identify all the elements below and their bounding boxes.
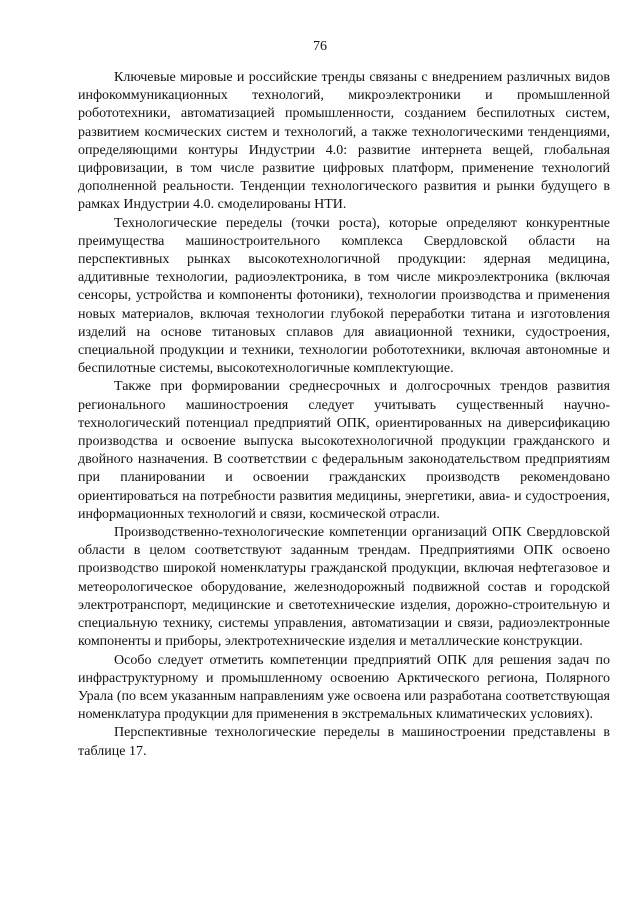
page-number: 76 <box>313 39 327 54</box>
paragraph-growth-points: Технологические переделы (точки роста), которые определяют конкурентные преимущества машиностроительного комплекса Свердловской области на перспективных рынках высокотехнологичной продукции: ядерная медицина, аддитивные технологии, радиоэлектроника, в том числе микроэлектроника (включая сенсоры, устройства и компоненты фотоники), технологии производства и применения новых материалов, включая технологии глубокой переработки титана и изготовления изделий на основе титановых сплавов для авиационной техники, судостроения, специальной продукции и техники, технологии робототехники, включая автономные и беспилотные системы, высокотехнологичные комплектующие. <box>78 215 610 377</box>
paragraph-defense-potential: Также при формировании среднесрочных и долгосрочных трендов развития регионального машиностроения следует учитывать существенный научно-технологический потенциал предприятий ОПК, ориентированных на диверсификацию производства и освоение выпуска высокотехнологичной продукции гражданского и двойного назначения. В соответствии с федеральным законодательством предприятиям при планировании и освоении гражданских производств рекомендовано ориентироваться на потребности развития медицины, энергетики, авиа- и судостроения, информационных технологий и связи, космической отрасли. <box>78 379 610 522</box>
paragraph-arctic: Особо следует отметить компетенции предприятий ОПК для решения задач по инфраструктурному и промышленному освоению Арктического региона, Полярного Урала (по всем указанным направлениям уже освоена или разработана соответствующая номенклатура продукции для применения в экстремальных климатических условиях). <box>78 652 610 723</box>
paragraph-table-reference: Перспективные технологические переделы в машиностроении представлены в таблице 17. <box>78 725 610 759</box>
body-text <box>78 69 610 761</box>
paragraph-defense-competencies: Производственно-технологические компетенции организаций ОПК Свердловской области в целом соответствуют заданным трендам. Предприятиями ОПК освоено производство широкой номенклатуры гражданской продукции, включая нефтегазовое и метеорологическое оборудование, железнодорожный подвижной состав и городской электротранспорт, медицинские и светотехнические изделия, дорожно-строительную и специальную технику, системы управления, автоматизации и связи, радиоэлектронные компоненты и приборы, электротехнические изделия и металлические конструкции. <box>78 525 610 650</box>
paragraph-key-trends: Ключевые мировые и российские тренды связаны с внедрением различных видов инфокоммуникационных технологий, микроэлектроники и промышленной робототехники, автоматизацией промышленности, созданием беспилотных систем, развитием космических систем и технологий, а также технологическими тенденциями, определяющими контуры Индустрии 4.0: развитие интернета вещей, глобальная цифровизации, в том числе развитие цифровых платформ, применение технологий дополненной реальности. Тенденции технологического развития и рынки будущего в рамках Индустрии 4.0. смоделированы НТИ. <box>78 70 610 213</box>
